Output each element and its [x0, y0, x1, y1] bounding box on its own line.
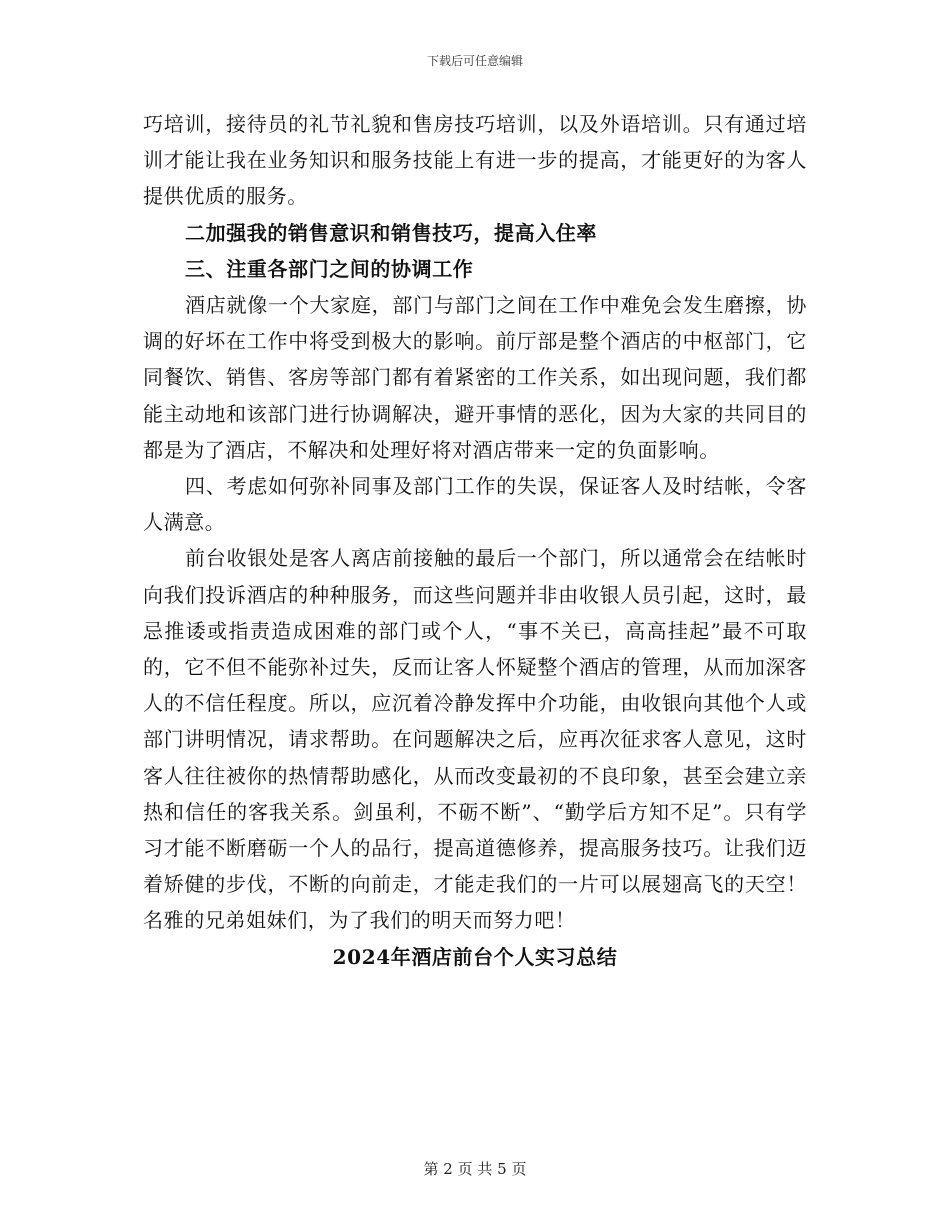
section-heading-sales: 二加强我的销售意识和销售技巧，提高入住率: [185, 220, 597, 245]
paragraph-cashier: 前台收银处是客人离店前接触的最后一个部门，所以通常会在结帐时向我们投诉酒店的种种服务，而这些问题并非由收银人员引起，这时，最忌推诿或指责造成困难的部门或个人，“事不关已，高高挂起”最不可取的，它不但不能弥补过失，反而让客人怀疑整个酒店的管理，从而加深客人的不信任程度。所以，应沉着冷静发挥中介功能，由收银向其他个人或部门讲明情况，请求帮助。在问题解决之后，应再次征求客人意见，这时客人往往被你的热情帮助感化，从而改变最初的不良印象，甚至会建立亲热和信任的客我关系。剑虽利，不砺不断”、“勤学后方知不足”。只有学习才能不断磨砺一个人的品行，提高道德修养，提高服务技巧。让我们迈着矫健的步伐，不断的向前走，才能走我们的一片可以展翅高飞的天空！名雅的兄弟姐妹们，为了我们的明天而努力吧！: [143, 546, 807, 933]
paragraph-training: 巧培训，接待员的礼节礼貌和售房技巧培训，以及外语培训。只有通过培训才能让我在业务知识和服务技能上有进一步的提高，才能更好的为客人提供优质的服务。: [143, 112, 807, 209]
header-note: 下载后可任意编辑: [426, 54, 523, 68]
page-number: 第 2 页 共 5 页: [423, 1160, 527, 1178]
section-heading-mistakes: 四、考虑如何弥补同事及部门工作的失误，保证客人及时结帐，令客人满意。: [143, 474, 807, 535]
paragraph-coordination: 酒店就像一个大家庭，部门与部门之间在工作中难免会发生磨擦，协调的好坏在工作中将受到极大的影响。前厅部是整个酒店的中枢部门，它同餐饮、销售、客房等部门都有着紧密的工作关系，如出现问题，我们都能主动地和该部门进行协调解决，避开事情的恶化，因为大家的共同目的都是为了酒店，不解决和处理好将对酒店带来一定的负面影响。: [143, 293, 807, 462]
document-title: 2024年酒店前台个人实习总结: [332, 944, 618, 969]
section-heading-coordination: 三、注重各部门之间的协调工作: [185, 256, 474, 281]
document-body: [143, 106, 807, 975]
